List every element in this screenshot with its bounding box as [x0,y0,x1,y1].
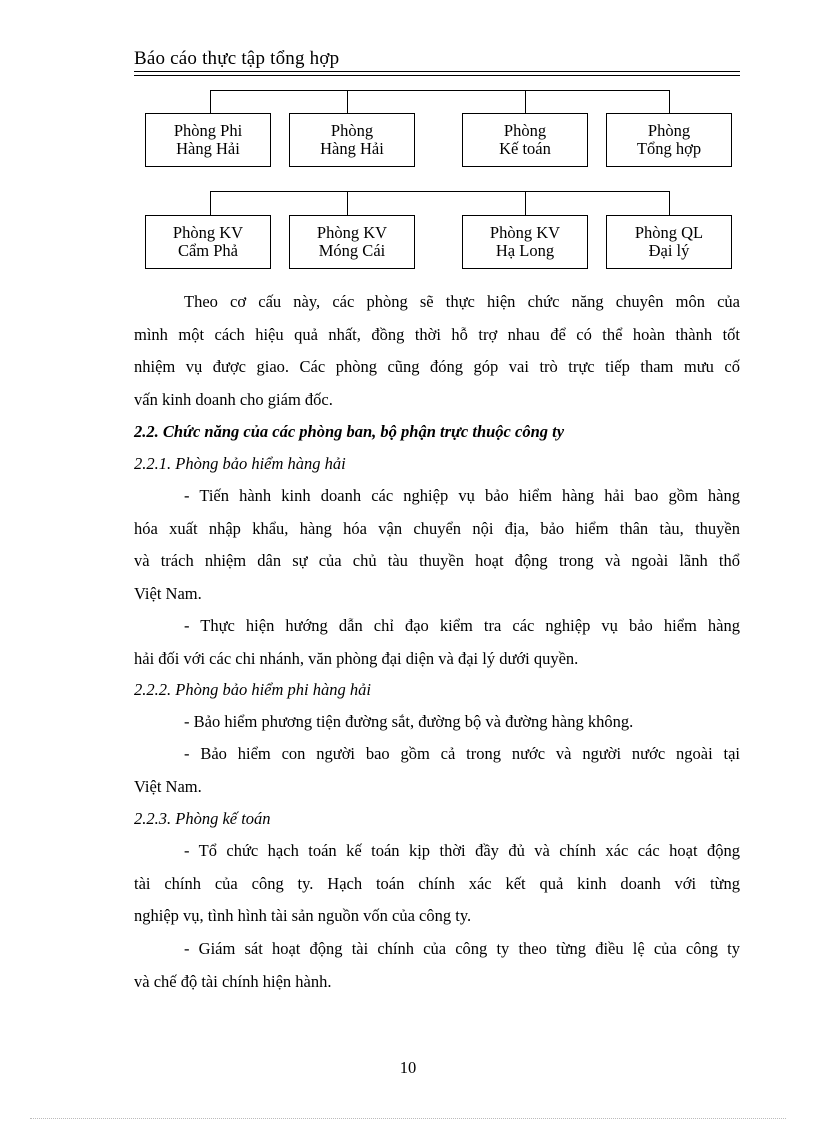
text-line: nhiệm vụ được giao. Các phòng cũng đóng góp vai trò trực tiếp tham mưu cố [134,357,740,376]
text-line: - Tiến hành kinh doanh các nghiệp vụ bảo hiểm hàng hải bao gồm hàng [184,486,740,505]
text-line: - Bảo hiểm con người bao gồm cả trong nước và người nước ngoài tại [184,744,740,763]
org-box-label-line2: Cẩm Phả [177,241,239,260]
text-line: và trách nhiệm dân sự của chủ tàu thuyền hoạt động trong và ngoài lãnh thổ [134,551,740,570]
header-rule-top [134,71,740,72]
org-box-hang-hai [289,113,415,167]
org-box-label-line1: Phòng [330,121,374,140]
paragraph-structure-summary [134,286,740,416]
text-line: Việt Nam. [134,583,202,603]
org-box-label-line2: Đại lý [648,241,690,260]
org-box-label-line1: Phòng QL [634,223,704,242]
org-box-kv-cam-pha [145,215,271,269]
org-box-label-line1: Phòng KV [172,223,244,242]
org-box-label-line2: Kế toán [499,139,551,158]
connector-row1-v3 [525,90,526,113]
header-rule-bottom [134,75,740,76]
org-box-label-line2: Hạ Long [495,241,555,260]
org-box-label-line2: Tổng hợp [636,139,702,158]
text-line: và chế độ tài chính hiện hành. [134,971,332,991]
org-box-label-line1: Phòng [647,121,691,140]
org-box-kv-ha-long [462,215,588,269]
paragraph-accounting-1 [134,835,740,933]
text-line: - Bảo hiểm phương tiện đường sắt, đường bộ và đường hàng không. [184,712,634,731]
org-box-label-line1: Phòng [503,121,547,140]
subsection-heading-2-2-1 [134,448,740,481]
org-box-label-line1: Phòng KV [489,223,561,242]
connector-row1-v4 [669,90,670,113]
connector-row2-horizontal [210,191,669,192]
connector-row2-v2 [347,191,348,215]
text-line: - Giám sát hoạt động tài chính của công ty theo từng điều lệ của công ty [184,939,740,958]
org-box-ke-toan [462,113,588,167]
paragraph-non-marine-1 [134,706,740,739]
page-bottom-edge [30,1118,786,1119]
text-line: Theo cơ cấu này, các phòng sẽ thực hiện chức năng chuyên môn của [184,292,740,311]
heading-text: 2.2.1. Phòng bảo hiểm hàng hải [134,454,346,473]
connector-row1-horizontal [210,90,669,91]
page-header-title: Báo cáo thực tập tổng hợp [134,48,340,69]
text-line: Việt Nam. [134,776,202,796]
text-line: - Thực hiện hướng dẫn chỉ đạo kiểm tra các nghiệp vụ bảo hiểm hàng [184,616,740,635]
text-line: mình một cách hiệu quả nhất, đồng thời hỗ trợ nhau để có thể hoàn thành tốt [134,324,740,344]
paragraph-non-marine-2 [134,738,740,803]
org-box-phi-hang-hai [145,113,271,167]
text-line: hải đối với các chi nhánh, văn phòng đại diện và đại lý dưới quyền. [134,648,579,668]
paragraph-accounting-2 [134,933,740,998]
org-box-label-line2: Hàng Hải [320,139,384,158]
heading-text: 2.2.2. Phòng bảo hiểm phi hàng hải [134,680,371,699]
org-box-label-line2: Móng Cái [318,241,386,260]
subsection-heading-2-2-3 [134,803,740,836]
org-box-label-line2: Hàng Hải [176,139,240,158]
text-line: hóa xuất nhập khẩu, hàng hóa vận chuyển nội địa, bảo hiểm thân tàu, thuyền [134,518,740,538]
connector-row2-v4 [669,191,670,215]
heading-text: 2.2.3. Phòng kế toán [134,809,271,828]
paragraph-marine-insurance-1 [134,480,740,610]
section-heading-2-2 [134,416,740,449]
org-box-label-line1: Phòng Phi [173,121,243,140]
subsection-heading-2-2-2 [134,674,740,707]
text-line: - Tổ chức hạch toán kế toán kịp thời đầy đủ và chính xác các hoạt động [184,841,740,860]
org-box-kv-mong-cai [289,215,415,269]
connector-row1-v1 [210,90,211,113]
connector-row1-v2 [347,90,348,113]
text-line: tài chính của công ty. Hạch toán chính xác kết quả kinh doanh với từng [134,873,740,893]
org-box-ql-dai-ly [606,215,732,269]
page-number: 10 [399,1058,417,1077]
connector-row2-v1 [210,191,211,215]
org-box-tong-hop [606,113,732,167]
text-line: nghiệp vụ, tình hình tài sản nguồn vốn của công ty. [134,906,472,925]
heading-text: 2.2. Chức năng của các phòng ban, bộ phận trực thuộc công ty [134,422,565,441]
paragraph-marine-insurance-2 [134,610,740,675]
text-line: vấn kinh doanh cho giám đốc. [134,389,333,409]
org-box-label-line1: Phòng KV [316,223,388,242]
connector-row2-v3 [525,191,526,215]
